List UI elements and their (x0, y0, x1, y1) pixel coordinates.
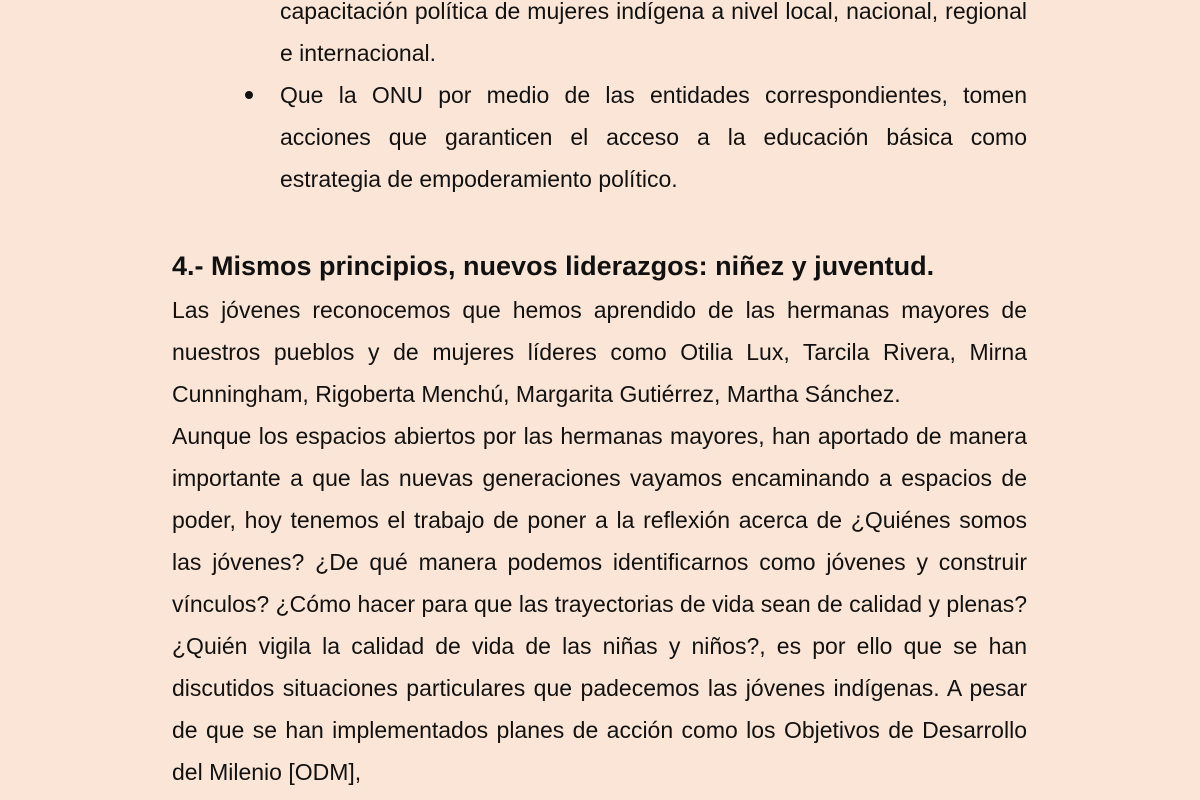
paragraph: Aunque los espacios abiertos por las hermanas mayores, han aportado de manera importante a que las nuevas generaciones vayamos encaminando a espacios de poder, hoy tenemos el trabajo de poner a la reflexión acerca de ¿Quiénes somos las jóvenes? ¿De qué manera podemos identificarnos como jóvenes y construir vínculos? ¿Cómo hacer para que las trayectorias de vida sean de calidad y plenas? ¿Quién vigila la calidad de vida de las niñas y niños?, es por ello que se han discutidos situaciones particulares que padecemos las jóvenes indígenas. A pesar de que se han implementados planes de acción como los Objetivos de Desarrollo del Milenio [ODM], (172, 423, 1027, 785)
section-heading: 4.- Mismos principios, nuevos liderazgos: niñez y juventud. (172, 251, 935, 281)
bullet-item (280, 74, 1027, 200)
section-body (172, 289, 1027, 793)
bullet-item-text: capacitación política de mujeres indígena a nivel local, nacional, regional e internacional. (280, 0, 1027, 66)
bullet-item (280, 0, 1027, 74)
bullet-item-text: Que la ONU por medio de las entidades correspondientes, tomen acciones que garanticen el acceso a la educación básica como estrategia de empoderamiento político. (280, 82, 1027, 192)
paragraph: Las jóvenes reconocemos que hemos aprendido de las hermanas mayores de nuestros pueblos y de mujeres líderes como Otilia Lux, Tarcila Rivera, Mirna Cunningham, Rigoberta Menchú, Margarita Gutiérrez, Martha Sánchez. (172, 297, 1027, 407)
bullet-list (280, 0, 1027, 200)
bullet-icon (245, 91, 253, 99)
